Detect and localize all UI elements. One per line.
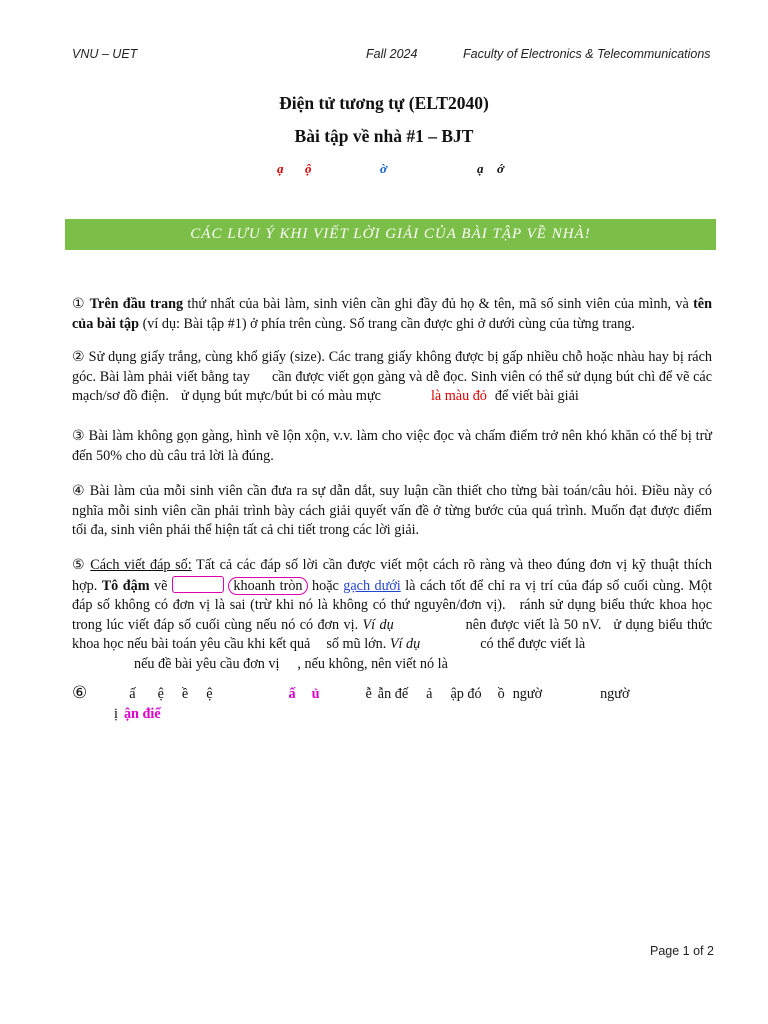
notes-banner: CÁC LƯU Ý KHI VIẾT LỜI GIẢI CỦA BÀI TẬP VỀ NHÀ! (65, 219, 716, 250)
page-number: Page 1 of 2 (650, 944, 714, 958)
marker-5: ⑤ (72, 557, 86, 573)
underline-example: gạch dưới (343, 577, 401, 594)
note-3: ③ Bài làm không gọn gàng, hình vẽ lộn xộn, v.v. làm cho việc đọc và chấm điểm trở nên khó khăn có thể bị trừ đến 50% cho dù câu trả lời là đúng. (72, 428, 712, 464)
subtitle-fragment: ạ (477, 161, 484, 176)
assignment-title: Bài tập về nhà #1 – BJT (294, 126, 474, 146)
marker-2: ② (72, 349, 85, 365)
note-2: ② Sử dụng giấy trắng, cùng khổ giấy (size). Các trang giấy không được bị gấp nhiều chỗ hoặc nhàu hay bị rách góc. Bài làm phải viết bằng tay cần được viết gọn gàng và dễ đọc. Sinh viên có thể sử dụng bút chì để vẽ các mạch/sơ đồ điện. ử dụng bút mực/bút bi có màu mực là màu đỏ để viết bài giải (72, 349, 712, 404)
subtitle-fragment: ớ (497, 161, 504, 176)
header-left: VNU – UET (72, 47, 138, 61)
answer-format-label: Cách viết đáp số: (90, 557, 192, 573)
marker-6: ⑥ (72, 683, 88, 703)
note-5: ⑤ Cách viết đáp số: Tất cả các đáp số lời cần được viết một cách rõ ràng và theo đúng đơn vị kỹ thuật thích hợp. Tô đậm vẽ khoanh tròn hoặc gạch dưới là cách tốt để chỉ ra vị trí của đáp số cuối cùng. Một đáp số không có đơn vị là sai (trừ khi nó là không có thứ nguyên/đơn vị). ránh sử dụng biểu thức khoa học trong lúc viết đáp số cuối cùng nếu nó có đơn vị. Ví dụ nên được viết là 50 nV. ử dụng biểu thức khoa học nếu bài toán yêu cầu khi kết quả số mũ lớn. Ví dụ có thể được viết là nếu đề bài yêu cầu đơn vị , nếu không, nên viết nó là (72, 557, 713, 672)
note-1: ① Trên đầu trang thứ nhất của bài làm, sinh viên cần ghi đầy đủ họ & tên, mã số sinh viên của mình, và tên của bài tập (ví dụ: Bài tập #1) ở phía trên cùng. Số trang cần được ghi ở dưới cùng của từng trang. (72, 296, 712, 332)
marker-1: ① (72, 296, 86, 312)
course-title: Điện tử tương tự (ELT2040) (279, 93, 489, 113)
boxed-example (172, 576, 224, 593)
marker-4: ④ (72, 483, 86, 499)
note-6: ⑥ ấ ệ ề ệ ấ ủ ễ ẫn đế ả ập đó ồ ngườ ngườ ị ận điể (72, 683, 630, 722)
subtitle-fragment: ạ (277, 161, 284, 176)
subtitle-fragment: ờ (380, 161, 387, 176)
subtitle-fragment: ộ (305, 161, 312, 176)
header-faculty: Faculty of Electronics & Telecommunications (463, 47, 711, 61)
note-4: ④ Bài làm của mỗi sinh viên cần đưa ra sự dẫn dắt, suy luận cần thiết cho từng bài toán/câu hỏi. Điều này có nghĩa mỗi sinh viên cần phải trình bày cách giải quyết vấn đề ở từng bước của quá trình. Muốn đạt được điểm tối đa, sinh viên phải thể hiện tất cả chi tiết trong các lời giải. (72, 483, 712, 538)
circled-example: khoanh tròn (228, 577, 307, 595)
header-semester: Fall 2024 (366, 47, 418, 61)
note-1-bold: Trên đầu trang (89, 296, 184, 312)
red-ink-text: là màu đỏ (430, 388, 487, 404)
marker-3: ③ (72, 428, 85, 444)
